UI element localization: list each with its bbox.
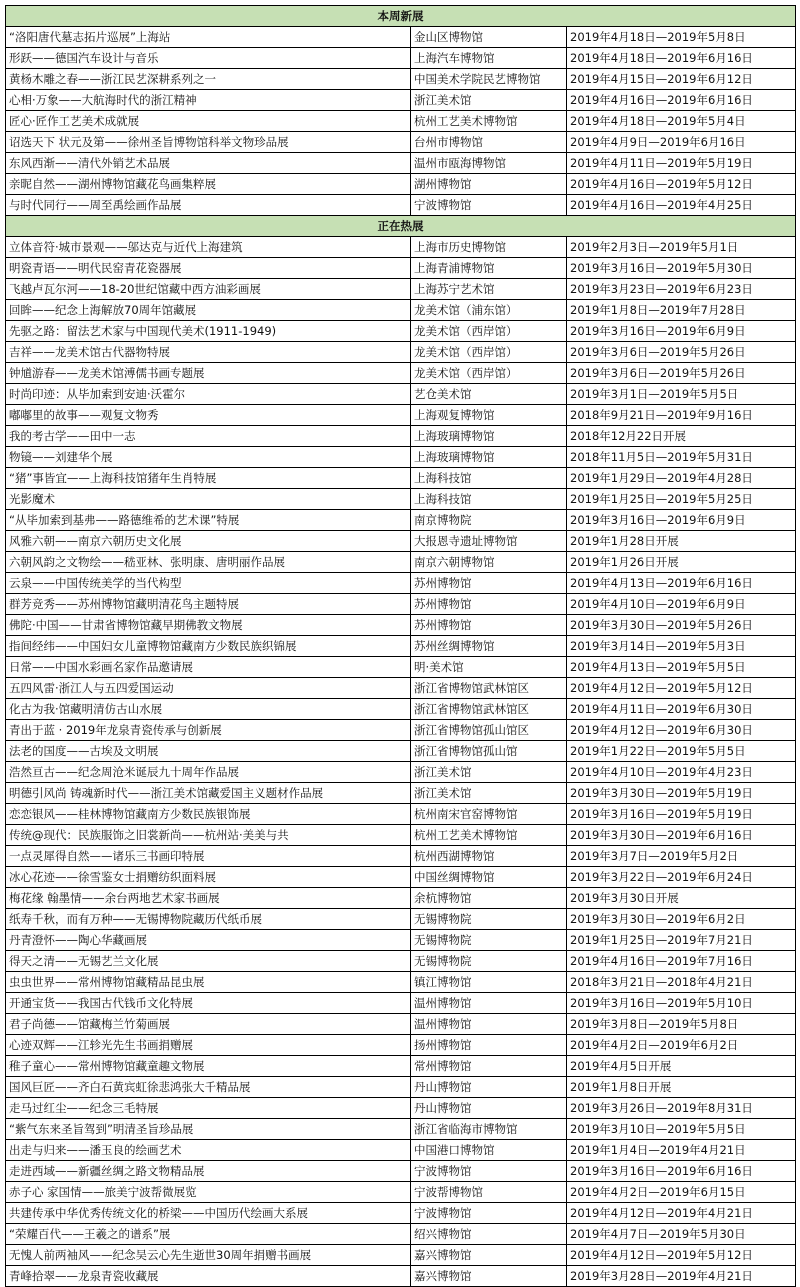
table-row: [6, 909, 796, 930]
exhibition-title-cell: 心相·万象——大航海时代的浙江精神: [6, 90, 411, 111]
exhibition-title-cell: 六朝风韵之文物绘——嵇亚林、张明康、唐明丽作品展: [6, 552, 411, 573]
date-range-cell: 2019年4月9日—2019年6月16日: [567, 132, 796, 153]
venue-cell: 上海玻璃博物馆: [411, 426, 567, 447]
exhibition-title-cell: 黄杨木雕之春——浙江民艺深耕系列之一: [6, 69, 411, 90]
venue-cell: 台州市博物馆: [411, 132, 567, 153]
date-range-cell: 2019年4月10日—2019年6月9日: [567, 594, 796, 615]
table-row: [6, 1224, 796, 1245]
exhibition-title-cell: 云泉——中国传统美学的当代构型: [6, 573, 411, 594]
table-row: [6, 993, 796, 1014]
exhibition-title-cell: “从毕加索到基弗——路德维希的艺术课”特展: [6, 510, 411, 531]
venue-cell: 镇江博物馆: [411, 972, 567, 993]
section-title: 本周新展: [6, 6, 796, 27]
date-range-cell: 2019年4月16日—2019年6月16日: [567, 90, 796, 111]
venue-cell: 扬州博物馆: [411, 1035, 567, 1056]
table-row: [6, 489, 796, 510]
exhibition-title-cell: 先驱之路：留法艺术家与中国现代美术(1911-1949): [6, 321, 411, 342]
exhibition-table: [5, 5, 796, 1287]
exhibition-title-cell: 立体音符·城市景观——邬达克与近代上海建筑: [6, 237, 411, 258]
venue-cell: 苏州博物馆: [411, 615, 567, 636]
exhibition-title-cell: 亲昵自然——湖州博物馆藏花鸟画集粹展: [6, 174, 411, 195]
date-range-cell: 2019年4月12日—2019年4月21日: [567, 1203, 796, 1224]
exhibition-title-cell: 梅花缘 翰墨情——余台两地艺术家书画展: [6, 888, 411, 909]
venue-cell: 浙江美术馆: [411, 762, 567, 783]
exhibition-title-cell: 青出于蓝 · 2019年龙泉青瓷传承与创新展: [6, 720, 411, 741]
table-row: [6, 258, 796, 279]
table-row: [6, 195, 796, 216]
venue-cell: 宁波博物馆: [411, 1203, 567, 1224]
exhibition-title-cell: 时尚印迹：从毕加索到安迪·沃霍尔: [6, 384, 411, 405]
date-range-cell: 2019年3月7日—2019年5月2日: [567, 846, 796, 867]
exhibition-title-cell: 物镜——刘建华个展: [6, 447, 411, 468]
exhibition-title-cell: 光影魔术: [6, 489, 411, 510]
date-range-cell: 2019年4月18日—2019年5月8日: [567, 27, 796, 48]
section-header-row: [6, 6, 796, 27]
section-title: 正在热展: [6, 216, 796, 237]
table-row: [6, 552, 796, 573]
exhibition-title-cell: 嘟嘟里的故事——观复文物秀: [6, 405, 411, 426]
venue-cell: 中国丝绸博物馆: [411, 867, 567, 888]
exhibition-title-cell: “紫气东来圣旨驾到”明清圣旨珍品展: [6, 1119, 411, 1140]
date-range-cell: 2019年4月12日—2019年5月12日: [567, 1245, 796, 1266]
table-row: [6, 27, 796, 48]
venue-cell: 浙江省博物馆孤山馆区: [411, 720, 567, 741]
date-range-cell: 2019年3月23日—2019年6月23日: [567, 279, 796, 300]
date-range-cell: 2019年3月26日—2019年8月31日: [567, 1098, 796, 1119]
venue-cell: 龙美术馆（西岸馆）: [411, 363, 567, 384]
table-row: [6, 615, 796, 636]
date-range-cell: 2019年1月25日—2019年7月21日: [567, 930, 796, 951]
table-row: [6, 1182, 796, 1203]
table-row: [6, 930, 796, 951]
date-range-cell: 2019年4月2日—2019年6月15日: [567, 1182, 796, 1203]
venue-cell: 嘉兴博物馆: [411, 1266, 567, 1287]
section-header-row: [6, 216, 796, 237]
table-row: [6, 237, 796, 258]
table-row: [6, 657, 796, 678]
venue-cell: 无锡博物院: [411, 909, 567, 930]
venue-cell: 杭州工艺美术博物馆: [411, 825, 567, 846]
exhibition-title-cell: 赤子心 家国情——旅美宁波帮微展览: [6, 1182, 411, 1203]
table-row: [6, 1035, 796, 1056]
date-range-cell: 2019年1月8日—2019年7月28日: [567, 300, 796, 321]
table-row: [6, 1266, 796, 1287]
exhibition-title-cell: 钟馗游春——龙美术馆溥儒书画专题展: [6, 363, 411, 384]
date-range-cell: 2019年1月8日开展: [567, 1077, 796, 1098]
table-row: [6, 720, 796, 741]
venue-cell: 浙江美术馆: [411, 90, 567, 111]
date-range-cell: 2019年3月30日—2019年6月2日: [567, 909, 796, 930]
venue-cell: 上海苏宁艺术馆: [411, 279, 567, 300]
table-row: [6, 1245, 796, 1266]
exhibition-title-cell: 匠心·匠作工艺美术成就展: [6, 111, 411, 132]
table-row: [6, 153, 796, 174]
exhibition-title-cell: 明德引风尚 铸魂新时代——浙江美术馆藏爱国主义题材作品展: [6, 783, 411, 804]
date-range-cell: 2019年3月16日—2019年6月9日: [567, 321, 796, 342]
table-row: [6, 48, 796, 69]
venue-cell: 南京博物院: [411, 510, 567, 531]
table-row: [6, 279, 796, 300]
table-row: [6, 1119, 796, 1140]
exhibition-title-cell: 回眸——纪念上海解放70周年馆藏展: [6, 300, 411, 321]
venue-cell: 余杭博物馆: [411, 888, 567, 909]
venue-cell: 温州博物馆: [411, 1014, 567, 1035]
table-row: [6, 678, 796, 699]
venue-cell: 丹山博物馆: [411, 1077, 567, 1098]
venue-cell: 宁波博物馆: [411, 1161, 567, 1182]
exhibition-title-cell: 丹青澄怀——陶心华藏画展: [6, 930, 411, 951]
date-range-cell: 2019年3月28日—2019年4月21日: [567, 1266, 796, 1287]
table-row: [6, 405, 796, 426]
exhibition-title-cell: 无愧人前两袖风——纪念吴云心先生逝世30周年捐赠书画展: [6, 1245, 411, 1266]
date-range-cell: 2019年4月5日开展: [567, 1056, 796, 1077]
exhibition-title-cell: 日常——中国水彩画名家作品邀请展: [6, 657, 411, 678]
venue-cell: 杭州工艺美术博物馆: [411, 111, 567, 132]
venue-cell: 湖州博物馆: [411, 174, 567, 195]
table-row: [6, 90, 796, 111]
table-row: [6, 825, 796, 846]
date-range-cell: 2019年3月10日—2019年5月5日: [567, 1119, 796, 1140]
exhibition-title-cell: 东风西渐——清代外销艺术品展: [6, 153, 411, 174]
table-row: [6, 1056, 796, 1077]
table-row: [6, 804, 796, 825]
venue-cell: 杭州南宋官窑博物馆: [411, 804, 567, 825]
venue-cell: 龙美术馆（西岸馆）: [411, 342, 567, 363]
exhibition-title-cell: 浩然亘古——纪念周沧米诞辰九十周年作品展: [6, 762, 411, 783]
date-range-cell: 2019年1月26日开展: [567, 552, 796, 573]
exhibition-title-cell: 君子尚德——馆藏梅兰竹菊画展: [6, 1014, 411, 1035]
table-row: [6, 384, 796, 405]
table-row: [6, 363, 796, 384]
date-range-cell: 2019年3月30日—2019年5月19日: [567, 783, 796, 804]
table-row: [6, 426, 796, 447]
exhibition-title-cell: 青峰拾翠——龙泉青瓷收藏展: [6, 1266, 411, 1287]
date-range-cell: 2019年3月16日—2019年5月10日: [567, 993, 796, 1014]
exhibition-title-cell: 风雅六朝——南京六朝历史文化展: [6, 531, 411, 552]
exhibition-title-cell: 与时代同行——周至禹绘画作品展: [6, 195, 411, 216]
venue-cell: 龙美术馆（西岸馆）: [411, 321, 567, 342]
exhibition-table-body: [6, 6, 796, 1287]
exhibition-title-cell: “猪”事皆宜——上海科技馆猪年生肖特展: [6, 468, 411, 489]
venue-cell: 龙美术馆（浦东馆）: [411, 300, 567, 321]
exhibition-title-cell: 法老的国度——古埃及文明展: [6, 741, 411, 762]
venue-cell: 温州博物馆: [411, 993, 567, 1014]
date-range-cell: 2019年3月16日—2019年6月16日: [567, 1161, 796, 1182]
date-range-cell: 2019年4月2日—2019年6月2日: [567, 1035, 796, 1056]
date-range-cell: 2019年2月3日—2019年5月1日: [567, 237, 796, 258]
venue-cell: 温州市瓯海博物馆: [411, 153, 567, 174]
date-range-cell: 2018年9月21日—2019年9月16日: [567, 405, 796, 426]
table-row: [6, 531, 796, 552]
venue-cell: 明·美术馆: [411, 657, 567, 678]
venue-cell: 中国港口博物馆: [411, 1140, 567, 1161]
table-row: [6, 447, 796, 468]
date-range-cell: 2019年3月1日—2019年5月5日: [567, 384, 796, 405]
date-range-cell: 2019年1月25日—2019年5月25日: [567, 489, 796, 510]
date-range-cell: 2019年3月6日—2019年5月26日: [567, 363, 796, 384]
table-row: [6, 510, 796, 531]
exhibition-title-cell: 诏选天下 状元及第——徐州圣旨博物馆科举文物珍品展: [6, 132, 411, 153]
exhibition-title-cell: 指间经纬——中国妇女儿童博物馆藏南方少数民族织锦展: [6, 636, 411, 657]
date-range-cell: 2019年4月10日—2019年4月23日: [567, 762, 796, 783]
venue-cell: 嘉兴博物馆: [411, 1245, 567, 1266]
venue-cell: 绍兴博物馆: [411, 1224, 567, 1245]
exhibition-title-cell: 形跃——德国汽车设计与音乐: [6, 48, 411, 69]
table-row: [6, 69, 796, 90]
table-row: [6, 1203, 796, 1224]
exhibition-title-cell: 开通宝货——我国古代钱币文化特展: [6, 993, 411, 1014]
table-row: [6, 846, 796, 867]
venue-cell: 浙江省博物馆武林馆区: [411, 678, 567, 699]
date-range-cell: 2019年4月15日—2019年6月12日: [567, 69, 796, 90]
date-range-cell: 2019年1月22日—2019年5月5日: [567, 741, 796, 762]
exhibition-title-cell: 吉祥——龙美术馆古代器物特展: [6, 342, 411, 363]
table-row: [6, 594, 796, 615]
date-range-cell: 2019年3月22日—2019年6月24日: [567, 867, 796, 888]
exhibition-title-cell: 群芳竞秀——苏州博物馆藏明清花鸟主题特展: [6, 594, 411, 615]
exhibition-title-cell: 一点灵犀得自然——诸乐三书画印特展: [6, 846, 411, 867]
table-row: [6, 342, 796, 363]
table-row: [6, 573, 796, 594]
venue-cell: 上海观复博物馆: [411, 405, 567, 426]
venue-cell: 丹山博物馆: [411, 1098, 567, 1119]
exhibition-title-cell: “洛阳唐代墓志拓片巡展”上海站: [6, 27, 411, 48]
table-row: [6, 867, 796, 888]
venue-cell: 无锡博物院: [411, 930, 567, 951]
date-range-cell: 2019年4月16日—2019年7月16日: [567, 951, 796, 972]
venue-cell: 南京六朝博物馆: [411, 552, 567, 573]
exhibition-title-cell: 纸寿千秋，而有万种——无锡博物院藏历代纸币展: [6, 909, 411, 930]
venue-cell: 杭州西湖博物馆: [411, 846, 567, 867]
date-range-cell: 2019年4月18日—2019年5月4日: [567, 111, 796, 132]
date-range-cell: 2019年4月11日—2019年5月19日: [567, 153, 796, 174]
venue-cell: 常州博物馆: [411, 1056, 567, 1077]
table-row: [6, 951, 796, 972]
exhibition-title-cell: 国风巨匠——齐白石黄宾虹徐悲鸿张大千精品展: [6, 1077, 411, 1098]
date-range-cell: 2019年4月11日—2019年6月30日: [567, 699, 796, 720]
venue-cell: 上海市历史博物馆: [411, 237, 567, 258]
venue-cell: 无锡博物院: [411, 951, 567, 972]
venue-cell: 艺仓美术馆: [411, 384, 567, 405]
table-row: [6, 762, 796, 783]
venue-cell: 浙江省临海市博物馆: [411, 1119, 567, 1140]
venue-cell: 苏州博物馆: [411, 573, 567, 594]
date-range-cell: 2019年3月14日—2019年5月3日: [567, 636, 796, 657]
exhibition-title-cell: 恋恋银风——桂林博物馆藏南方少数民族银饰展: [6, 804, 411, 825]
venue-cell: 浙江省博物馆武林馆区: [411, 699, 567, 720]
exhibition-title-cell: 冰心花迹——徐雪鉴女士捐赠纺织面料展: [6, 867, 411, 888]
venue-cell: 苏州博物馆: [411, 594, 567, 615]
date-range-cell: 2019年4月12日—2019年6月30日: [567, 720, 796, 741]
date-range-cell: 2019年4月13日—2019年5月5日: [567, 657, 796, 678]
venue-cell: 浙江美术馆: [411, 783, 567, 804]
date-range-cell: 2019年1月28日开展: [567, 531, 796, 552]
date-range-cell: 2019年3月16日—2019年5月19日: [567, 804, 796, 825]
exhibition-title-cell: 共建传承中华优秀传统文化的桥梁——中国历代绘画大系展: [6, 1203, 411, 1224]
venue-cell: 浙江省博物馆孤山馆: [411, 741, 567, 762]
table-row: [6, 741, 796, 762]
exhibition-title-cell: 心迹双辉——江轸光先生书画捐赠展: [6, 1035, 411, 1056]
venue-cell: 宁波帮博物馆: [411, 1182, 567, 1203]
venue-cell: 中国美术学院民艺博物馆: [411, 69, 567, 90]
exhibition-title-cell: 飞越卢瓦尔河——18-20世纪馆藏中西方油彩画展: [6, 279, 411, 300]
exhibition-title-cell: 五四风雷·浙江人与五四爱国运动: [6, 678, 411, 699]
table-row: [6, 1161, 796, 1182]
venue-cell: 上海科技馆: [411, 489, 567, 510]
table-row: [6, 468, 796, 489]
table-row: [6, 174, 796, 195]
exhibition-title-cell: 传统@现代：民族服饰之旧裳新尚——杭州站·美美与共: [6, 825, 411, 846]
table-row: [6, 132, 796, 153]
venue-cell: 宁波博物馆: [411, 195, 567, 216]
exhibition-title-cell: “荣耀百代——王羲之的谱系”展: [6, 1224, 411, 1245]
date-range-cell: 2019年1月29日—2019年4月28日: [567, 468, 796, 489]
table-row: [6, 888, 796, 909]
date-range-cell: 2018年3月21日—2018年4月21日: [567, 972, 796, 993]
date-range-cell: 2019年3月8日—2019年5月8日: [567, 1014, 796, 1035]
date-range-cell: 2018年12月22日开展: [567, 426, 796, 447]
table-row: [6, 1098, 796, 1119]
date-range-cell: 2019年4月13日—2019年6月16日: [567, 573, 796, 594]
exhibition-title-cell: 明瓷青语——明代民窑青花瓷器展: [6, 258, 411, 279]
table-row: [6, 636, 796, 657]
exhibition-title-cell: 走进西域——新疆丝绸之路文物精品展: [6, 1161, 411, 1182]
date-range-cell: 2019年3月30日—2019年5月26日: [567, 615, 796, 636]
date-range-cell: 2019年3月16日—2019年6月9日: [567, 510, 796, 531]
table-row: [6, 1014, 796, 1035]
date-range-cell: 2018年11月5日—2019年5月31日: [567, 447, 796, 468]
date-range-cell: 2019年3月30日开展: [567, 888, 796, 909]
exhibition-title-cell: 虫虫世界——常州博物馆藏精品昆虫展: [6, 972, 411, 993]
exhibition-title-cell: 我的考古学——田中一志: [6, 426, 411, 447]
table-row: [6, 1140, 796, 1161]
table-row: [6, 321, 796, 342]
exhibition-title-cell: 稚子童心——常州博物馆藏童趣文物展: [6, 1056, 411, 1077]
table-row: [6, 783, 796, 804]
exhibition-title-cell: 佛陀·中国——甘肃省博物馆藏早期佛教文物展: [6, 615, 411, 636]
exhibition-title-cell: 走马过红尘——纪念三毛特展: [6, 1098, 411, 1119]
venue-cell: 上海青浦博物馆: [411, 258, 567, 279]
date-range-cell: 2019年4月7日—2019年5月30日: [567, 1224, 796, 1245]
table-row: [6, 699, 796, 720]
date-range-cell: 2019年3月30日—2019年6月16日: [567, 825, 796, 846]
date-range-cell: 2019年4月18日—2019年6月16日: [567, 48, 796, 69]
date-range-cell: 2019年4月16日—2019年5月12日: [567, 174, 796, 195]
venue-cell: 大报恩寺遗址博物馆: [411, 531, 567, 552]
exhibition-title-cell: 得天之清——无锡艺兰文化展: [6, 951, 411, 972]
table-row: [6, 972, 796, 993]
date-range-cell: 2019年1月4日—2019年4月21日: [567, 1140, 796, 1161]
table-row: [6, 111, 796, 132]
venue-cell: 上海汽车博物馆: [411, 48, 567, 69]
venue-cell: 上海玻璃博物馆: [411, 447, 567, 468]
table-row: [6, 1077, 796, 1098]
exhibition-title-cell: 出走与归来——潘玉良的绘画艺术: [6, 1140, 411, 1161]
table-row: [6, 300, 796, 321]
exhibition-title-cell: 化古为我·馆藏明清仿古山水展: [6, 699, 411, 720]
date-range-cell: 2019年4月12日—2019年5月12日: [567, 678, 796, 699]
date-range-cell: 2019年3月16日—2019年5月30日: [567, 258, 796, 279]
venue-cell: 上海科技馆: [411, 468, 567, 489]
date-range-cell: 2019年4月16日—2019年4月25日: [567, 195, 796, 216]
venue-cell: 苏州丝绸博物馆: [411, 636, 567, 657]
date-range-cell: 2019年3月6日—2019年5月26日: [567, 342, 796, 363]
venue-cell: 金山区博物馆: [411, 27, 567, 48]
